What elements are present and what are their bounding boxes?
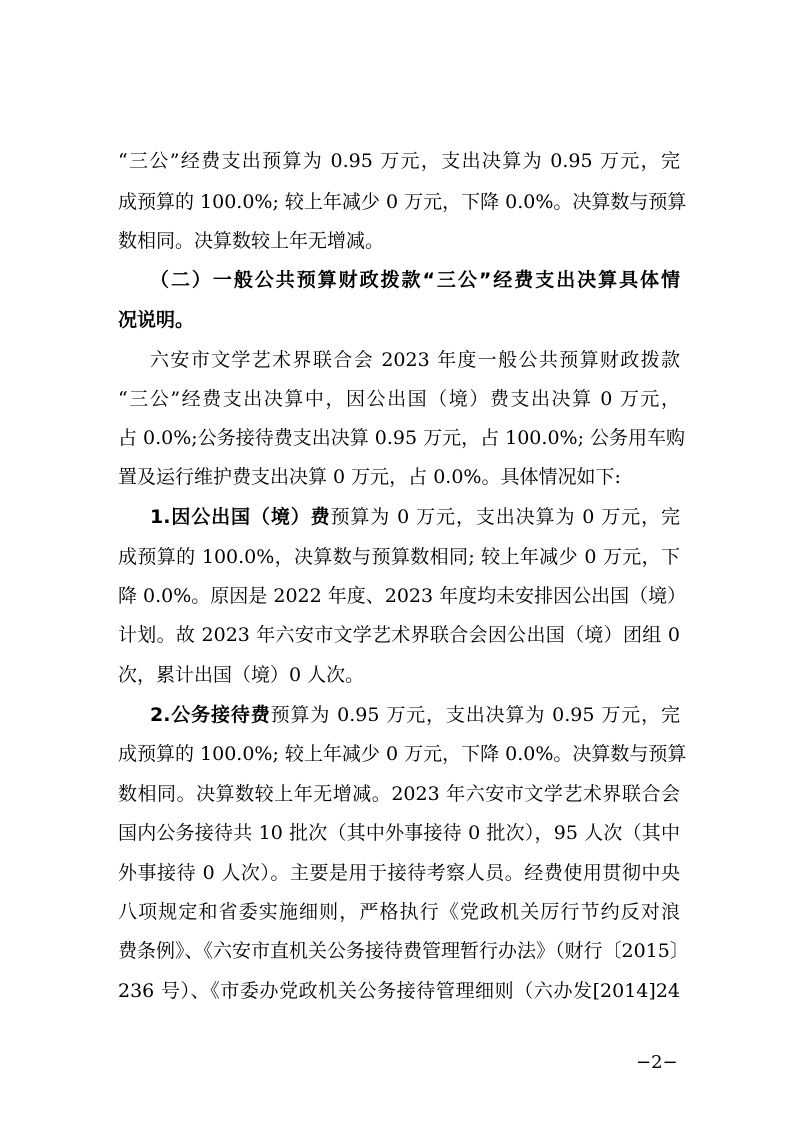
page-number: −2− bbox=[636, 1052, 678, 1073]
paragraph-line: 国内公务接待共 10 批次（其中外事接待 0 批次），95 人次（其中 bbox=[118, 822, 680, 844]
item-text: 预算为 0.95 万元，支出决算为 0.95 万元，完 bbox=[270, 704, 680, 726]
item-first-line bbox=[150, 505, 680, 529]
paragraph-line: 占 0.0%;公务接待费支出决算 0.95 万元，占 100.0%; 公务用车购 bbox=[118, 427, 686, 449]
item-text: 预算为 0 万元，支出决算为 0 万元，完 bbox=[330, 506, 680, 528]
paragraph-line: 置及运行维护费支出决算 0 万元，占 0.0%。具体情况如下: bbox=[118, 466, 621, 488]
item-first-line bbox=[150, 703, 680, 727]
item-label: 2.公务接待费 bbox=[150, 704, 271, 726]
section-heading: （二）一般公共预算财政拨款“三公”经费支出决算具体情 bbox=[150, 269, 680, 291]
paragraph-line: 236 号）、《市委办党政机关公务接待管理细则（六办发[2014]24 bbox=[118, 980, 680, 1002]
paragraph-line: “三公”经费支出预算为 0.95 万元，支出决算为 0.95 万元，完 bbox=[118, 150, 680, 172]
paragraph-line: 次，累计出国（境）0 人次。 bbox=[118, 664, 365, 686]
paragraph-line: 成预算的 100.0%，决算数与预算数相同; 较上年减少 0 万元，下 bbox=[118, 546, 680, 568]
section-heading: 况说明。 bbox=[118, 309, 195, 331]
paragraph-line: 降 0.0%。原因是 2022 年度、2023 年度均未安排因公出国（境） bbox=[118, 585, 687, 607]
paragraph-line: 成预算的 100.0%; 较上年减少 0 万元，下降 0.0%。决算数与预算 bbox=[118, 191, 687, 213]
item-label: 1.因公出国（境）费 bbox=[150, 506, 331, 528]
paragraph-line: 数相同。决算数较上年无增减。 bbox=[118, 230, 385, 252]
paragraph-line: 外事接待 0 人次）。主要是用于接待考察人员。经费使用贯彻中央 bbox=[118, 862, 680, 884]
paragraph-line: 六安市文学艺术界联合会 2023 年度一般公共预算财政拨款 bbox=[150, 349, 680, 371]
paragraph-line: 费条例》、《六安市直机关公务接待费管理暂行办法》（财行〔2015〕 bbox=[118, 940, 689, 962]
paragraph-line: 八项规定和省委实施细则，严格执行《党政机关厉行节约反对浪 bbox=[118, 901, 680, 923]
paragraph-line: “三公”经费支出决算中，因公出国（境）费支出决算 0 万元， bbox=[118, 388, 680, 410]
paragraph-line: 成预算的 100.0%; 较上年减少 0 万元，下降 0.0%。决算数与预算 bbox=[118, 743, 687, 765]
paragraph-line: 计划。故 2023 年六安市文学艺术界联合会因公出国（境）团组 0 bbox=[118, 624, 680, 646]
paragraph-line: 数相同。决算数较上年无增减。2023 年六安市文学艺术界联合会 bbox=[118, 783, 680, 805]
